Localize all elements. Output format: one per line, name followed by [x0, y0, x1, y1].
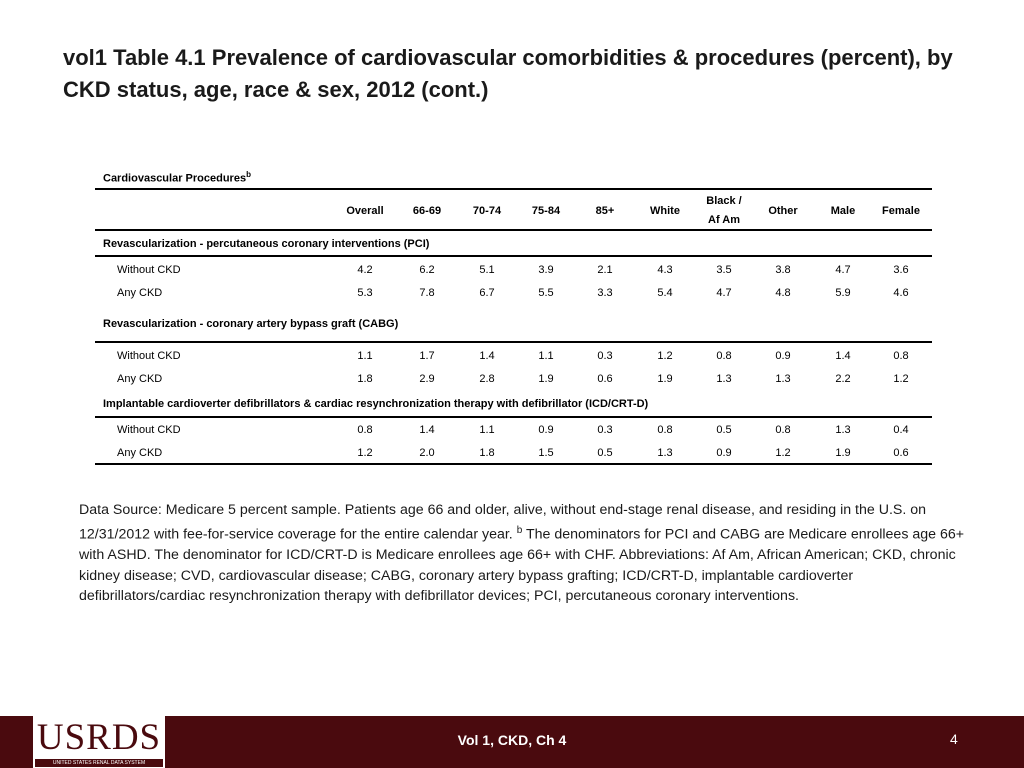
table-cell: 2.9	[419, 373, 435, 385]
logo-subtext: UNITED STATES RENAL DATA SYSTEM	[52, 760, 146, 766]
table-cell: 1.9	[538, 373, 554, 385]
table-cell: 1.1	[538, 350, 554, 362]
table-cell: 1.9	[657, 373, 673, 385]
row-label: Without CKD	[117, 350, 181, 362]
table-cell: 1.4	[479, 350, 495, 362]
table-cell: 1.9	[835, 447, 851, 459]
table-cell: 4.7	[716, 287, 732, 299]
table-cell: 0.9	[716, 447, 732, 459]
col-header-black-line2: Af Am	[708, 214, 740, 226]
table-cell: 1.1	[357, 350, 373, 362]
col-header-66-69: 66-69	[412, 205, 442, 217]
table-cell: 0.8	[357, 424, 373, 436]
table-cell: 1.4	[835, 350, 851, 362]
table-cell: 1.7	[419, 350, 435, 362]
col-header-overall: Overall	[346, 205, 384, 217]
table-cell: 3.6	[893, 264, 909, 276]
table-cell: 3.3	[597, 287, 613, 299]
table-cell: 1.8	[357, 373, 373, 385]
table-cell: 1.2	[775, 447, 791, 459]
col-header-70-74: 70-74	[472, 205, 502, 217]
table-caption-text: Cardiovascular Procedures	[103, 172, 247, 185]
row-label: Without CKD	[117, 424, 181, 436]
table-cell: 0.8	[716, 350, 732, 362]
note-text-1: Data Source: Medicare 5 percent sample. Patients age 66 and older, alive, without end-stage renal disease, and residing in the U.S. on 12/31/2012 with fee-for-service coverage for the entire calendar year.	[79, 502, 927, 543]
table-cell: 5.1	[479, 264, 495, 276]
table-cell: 0.6	[597, 373, 613, 385]
col-header-85plus: 85+	[595, 205, 615, 217]
col-header-75-84: 75-84	[531, 205, 561, 217]
table-cell: 0.9	[538, 424, 554, 436]
table-cell: 0.6	[893, 447, 909, 459]
group-rule-cabg	[95, 341, 932, 343]
group-rule-pci	[95, 255, 932, 257]
table-cell: 1.5	[538, 447, 554, 459]
row-label: Without CKD	[117, 264, 181, 276]
group-label-pci: Revascularization - percutaneous coronary interventions (PCI)	[103, 238, 430, 250]
table-cell: 7.8	[419, 287, 435, 299]
table-cell: 5.9	[835, 287, 851, 299]
table-cell: 3.8	[775, 264, 791, 276]
usrds-logo	[33, 713, 165, 768]
note-sup: b	[516, 524, 523, 536]
table-cell: 4.8	[775, 287, 791, 299]
table-cell: 6.7	[479, 287, 495, 299]
table-cell: 5.4	[657, 287, 673, 299]
table-cell: 4.3	[657, 264, 673, 276]
table-cell: 1.8	[479, 447, 495, 459]
group-rule-icd	[95, 416, 932, 418]
table-cell: 1.2	[893, 373, 909, 385]
header-bottom-rule	[95, 229, 932, 231]
col-header-female: Female	[882, 205, 920, 217]
table-cell: 0.8	[775, 424, 791, 436]
table-cell: 2.8	[479, 373, 495, 385]
table-cell: 1.3	[775, 373, 791, 385]
col-header-black-line1: Black /	[706, 195, 742, 207]
table-cell: 4.7	[835, 264, 851, 276]
table-cell: 4.2	[357, 264, 373, 276]
page-number: 4	[950, 731, 958, 747]
table-caption-sup: b	[246, 170, 251, 179]
row-label: Any CKD	[117, 287, 163, 299]
table-cell: 1.2	[357, 447, 373, 459]
table-cell: 1.3	[716, 373, 732, 385]
note-text-2: The denominators for PCI and CABG are Medicare enrollees age 66+ with ASHD. The denominator for ICD/CRT-D is Medicare enrollees age 66+ with CHF. Abbreviations: Af Am, African American; CKD, chronic kidney disease; CVD, cardiovascular disease; CABG, coronary artery bypass grafting; ICD/CRT-D, implantable cardioverter defibrillators/cardiac resynchronization therapy with defibrillator devices; PCI, percutaneous coronary interventions.	[79, 526, 965, 605]
row-label: Any CKD	[117, 447, 163, 459]
col-header-male: Male	[830, 205, 856, 217]
table-cell: 0.9	[775, 350, 791, 362]
table-cell: 5.3	[357, 287, 373, 299]
slide-title: vol1 Table 4.1 Prevalence of cardiovascular comorbidities & procedures (percent), by CKD status, age, race & sex, 2012 (cont.)	[63, 45, 953, 102]
table-top-rule	[95, 188, 932, 190]
table-cell: 0.8	[893, 350, 909, 362]
group-label-icd: Implantable cardioverter defibrillators & cardiac resynchronization therapy with defibrillator (ICD/CRT-D)	[103, 398, 649, 410]
table-cell: 0.3	[597, 424, 613, 436]
table-cell: 2.1	[597, 264, 613, 276]
col-header-white: White	[650, 205, 680, 217]
table-cell: 6.2	[419, 264, 435, 276]
data-source-note	[79, 500, 969, 607]
table-cell: 0.8	[657, 424, 673, 436]
table-cell: 2.0	[419, 447, 435, 459]
table-cell: 0.5	[716, 424, 732, 436]
logo-wordmark: USRDS	[36, 717, 162, 758]
table-bottom-rule	[95, 463, 932, 465]
table-cell: 3.5	[716, 264, 732, 276]
table-cell: 1.2	[657, 350, 673, 362]
table-caption	[103, 170, 251, 185]
footer-chapter: Vol 1, CKD, Ch 4	[457, 732, 567, 748]
table-cell: 2.2	[835, 373, 851, 385]
table-cell: 1.3	[835, 424, 851, 436]
table-cell: 3.9	[538, 264, 554, 276]
table-cell: 1.4	[419, 424, 435, 436]
table-cell: 0.5	[597, 447, 613, 459]
group-label-cabg: Revascularization - coronary artery bypass graft (CABG)	[103, 318, 399, 330]
table-cell: 0.3	[597, 350, 613, 362]
table-cell: 4.6	[893, 287, 909, 299]
table-cell: 1.1	[479, 424, 495, 436]
row-label: Any CKD	[117, 373, 163, 385]
table-cell: 1.3	[657, 447, 673, 459]
col-header-other: Other	[768, 205, 798, 217]
table-cell: 0.4	[893, 424, 909, 436]
table-cell: 5.5	[538, 287, 554, 299]
